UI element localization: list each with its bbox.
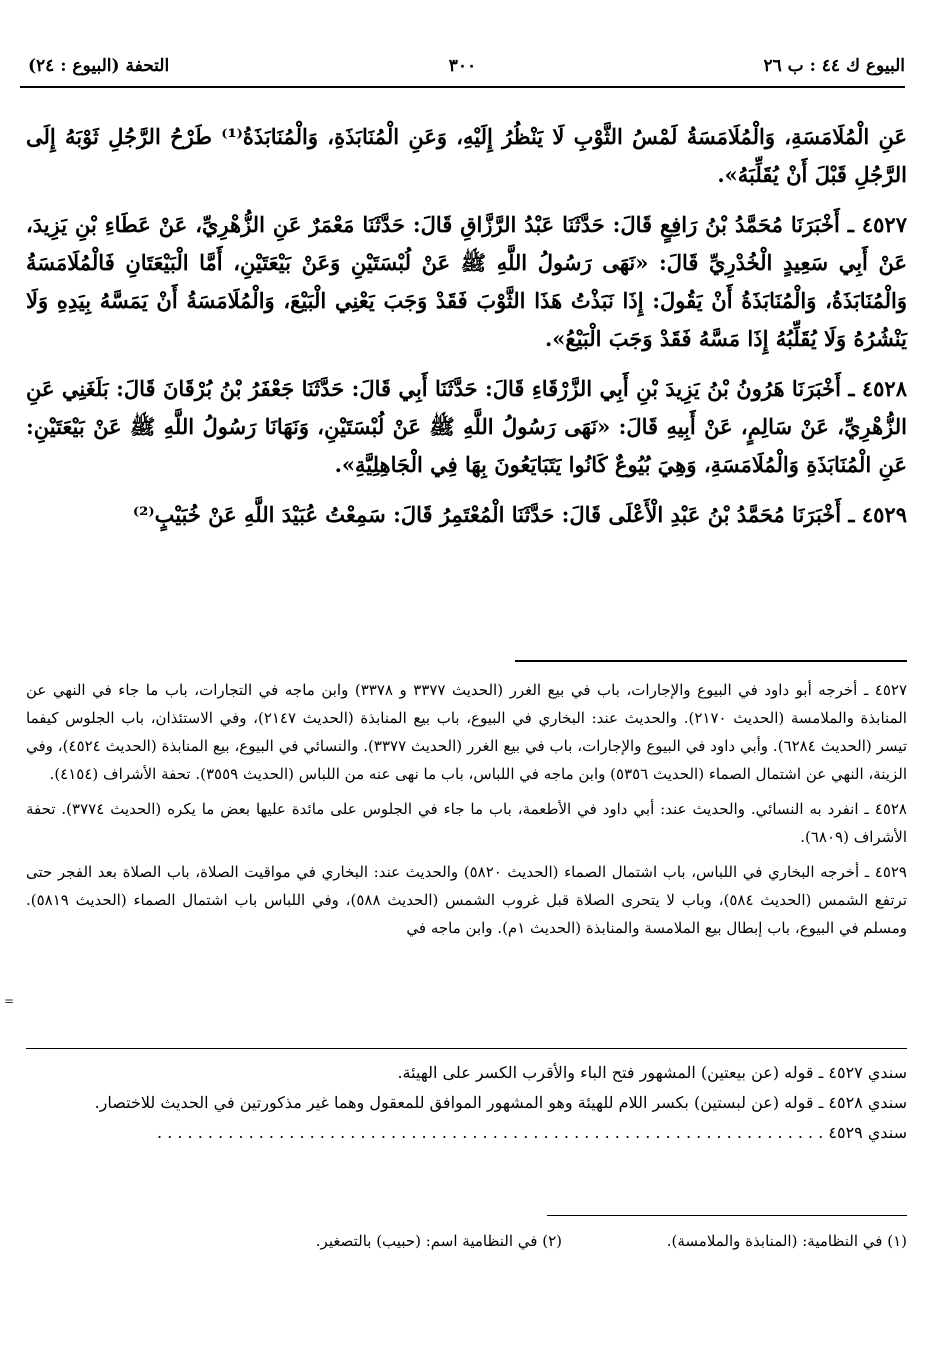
footnotes — [26, 1232, 907, 1262]
sindi-note: سندي ٤٥٢٩ . . . . . . . . . . . . . . . . . . . . . . . . . . . . . . . . . . . . . . . . . . . . . . . . . . . . . . . . . . . . . . . . . . — [157, 1123, 907, 1142]
sindi-divider — [26, 1048, 907, 1049]
hadith-paragraph: ٤٥٢٧ ـ أَخْبَرَنَا مُحَمَّدُ بْنُ رَافِعٍ قَالَ: حَدَّثَنَا عَبْدُ الرَّزَّاقِ قَالَ: حَدَّثَنَا مَعْمَرٌ عَنِ الزُّهْرِيِّ، عَنْ عَطَاءِ بْنِ يَزِيدَ، عَنْ أَبِي سَعِيدٍ الْخُدْرِيِّ قَالَ: «نَهَى رَسُولُ اللَّهِ ﷺ عَنْ لُبْسَتَيْنِ وَعَنْ بَيْعَتَيْنِ، أَمَّا الْبَيْعَتَانِ فَالْمُلَامَسَةُ وَالْمُنَابَذَةُ، وَالْمُنَابَذَةُ أَنْ يَقُولَ: إِذَا نَبَذْتُ هَذَا الثَّوْبَ فَقَدْ وَجَبَ يَعْنِي الْبَيْعَ، وَالْمُلَامَسَةُ أَنْ يَمَسَّهُ بِيَدِهِ وَلَا يَنْشُرُهُ وَلَا يُقَلِّبُهُ إِذَا مَسَّهُ فَقَدْ وَجَبَ الْبَيْعُ». — [26, 212, 907, 351]
takhrij-note: ٤٥٢٩ ـ أخرجه البخاري في اللباس، باب اشتمال الصماء (الحديث ٥٨٢٠) والحديث عند: البخاري في مواقيت الصلاة، باب الصلاة بعد الفجر حتى ترتفع الشمس (الحديث ٥٨٤)، وباب لا يتحرى الصلاة قبل غروب الشمس (الحديث ٥٨٨)، وفي اللباس باب اشتمال الصماء (الحديث ٥٨١٩). ومسلم في البيوع، باب إبطال بيع الملامسة والمنابذة (الحديث ١م). وابن ماجه في — [26, 863, 908, 937]
takhrij-divider — [515, 660, 907, 662]
header-tuhfa-ref: التحفة (البيوع : ٢٤) — [28, 56, 170, 76]
header-chapter-ref: البيوع ك ٤٤ : ب ٢٦ — [763, 56, 905, 76]
hadith-paragraph: عَنِ الْمُلَامَسَةِ، وَالْمُلَامَسَةُ لَمْسُ الثَّوْبِ لَا يَنْظُرُ إِلَيْهِ، وَعَنِ الْمُنَابَذَةِ، وَالْمُنَابَذَةُ⁽¹⁾ طَرْحُ الرَّجُلِ ثَوْبَهُ إِلَى الرَّجُلِ قَبْلَ أَنْ يُقَلِّبَهُ». — [26, 124, 908, 187]
hadith-text — [26, 118, 907, 638]
footnote-1: (١) في النظامية: (المنابذة والملامسة). — [666, 1232, 907, 1250]
sindi-note: سندي ٤٥٢٧ ـ قوله (عن بيعتين) المشهور فتح الباء والأقرب الكسر على الهيئة. — [397, 1063, 907, 1082]
footnote-2: (٢) في النظامية اسم: (حبيب) بالتصغير. — [315, 1232, 562, 1250]
takhrij-notes — [26, 676, 907, 949]
hadith-paragraph: ٤٥٢٩ ـ أَخْبَرَنَا مُحَمَّدُ بْنُ عَبْدِ الْأَعْلَى قَالَ: حَدَّثَنَا الْمُعْتَمِرُ قَالَ: سَمِعْتُ عُبَيْدَ اللَّهِ عَنْ خُبَيْبٍ⁽²⁾ — [132, 502, 907, 527]
takhrij-note: ٤٥٢٧ ـ أخرجه أبو داود في البيوع والإجارات، باب في بيع الغرر (الحديث ٣٣٧٧ و ٣٣٧٨) وابن ماجه في التجارات، باب ما جاء في النهي عن المنابذة والملامسة (الحديث ٢١٧٠). والحديث عند: البخاري في البيوع، باب بيع المنابذة (الحديث ٢١٤٧)، وفي الاستئذان، باب الجلوس كيفما تيسر (الحديث ٦٢٨٤). وأبي داود في البيوع والإجارات، باب في بيع الغرر (الحديث ٣٣٧٧). والنسائي في البيوع، بيع المنابذة (الحديث ٤٥٢٤)، وفي الزينة، النهي عن اشتمال الصماء (الحديث ٥٣٥٦) وابن ماجه في اللباس، باب ما نهى عنه من اللباس (الحديث ٣٥٥٩). تحفة الأشراف (٤١٥٤). — [26, 681, 908, 783]
footnote-divider — [547, 1215, 907, 1216]
sindi-note: سندي ٤٥٢٨ ـ قوله (عن لبستين) بكسر اللام للهيئة وهو المشهور الموافق للمعقول وهما غير مذكورتين في الحديث للاختصار. — [94, 1093, 907, 1112]
sindi-notes — [26, 1058, 907, 1148]
margin-mark: = — [4, 994, 15, 1008]
page-number: ٣٠٠ — [448, 56, 477, 76]
takhrij-note: ٤٥٢٨ ـ انفرد به النسائي. والحديث عند: أبي داود في الأطعمة، باب ما جاء في الجلوس على مائدة عليها بعض ما يكره (الحديث ٣٧٧٤). تحفة الأشراف (٦٨٠٩). — [26, 800, 907, 846]
running-header — [20, 52, 905, 88]
hadith-paragraph: ٤٥٢٨ ـ أَخْبَرَنَا هَرُونُ بْنُ يَزِيدَ بْنِ أَبِي الزَّرْقَاءِ قَالَ: حَدَّثَنَا أَبِي قَالَ: حَدَّثَنَا جَعْفَرُ بْنُ بُرْقَانَ قَالَ: بَلَغَنِي عَنِ الزُّهْرِيِّ، عَنْ سَالِمٍ، عَنْ أَبِيهِ قَالَ: «نَهَى رَسُولُ اللَّهِ ﷺ عَنْ لُبْسَتَيْنِ، وَنَهَانَا رَسُولُ اللَّهِ ﷺ عَنْ بَيْعَتَيْنِ: عَنِ الْمُنَابَذَةِ وَالْمُلَامَسَةِ، وَهِيَ بُيُوعٌ كَانُوا يَتَبَايَعُونَ بِهَا فِي الْجَاهِلِيَّةِ». — [26, 376, 907, 477]
